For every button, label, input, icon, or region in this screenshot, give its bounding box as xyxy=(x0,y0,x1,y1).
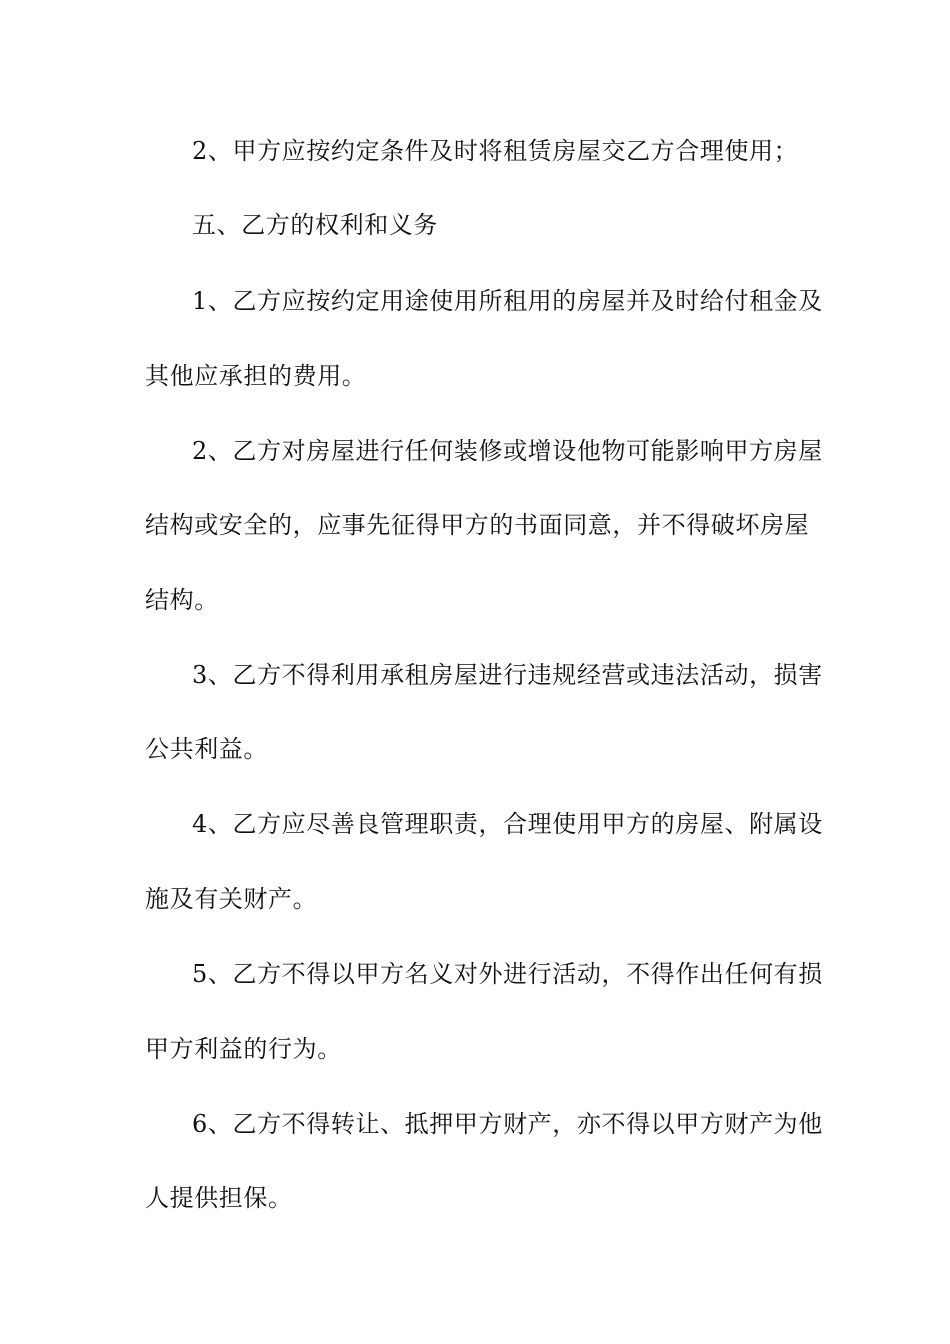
clause-b6-line-2: 人提供担保。 xyxy=(145,1184,293,1212)
clause-b2-line-2: 结构或安全的，应事先征得甲方的书面同意，并不得破坏房屋 xyxy=(145,511,810,539)
clause-b1-line-2: 其他应承担的费用。 xyxy=(145,362,367,390)
clause-b5-line-2: 甲方利益的行为。 xyxy=(145,1035,342,1063)
clause-b3-line-1: 3、乙方不得利用承租房屋进行违规经营或违法活动，损害 xyxy=(192,661,823,689)
clause-b6-line-1: 6、乙方不得转让、抵押甲方财产，亦不得以甲方财产为他 xyxy=(192,1110,823,1138)
section-heading-5: 五、乙方的权利和义务 xyxy=(192,211,438,239)
clause-b4-line-2: 施及有关财产。 xyxy=(145,885,318,913)
clause-b1-line-1: 1、乙方应按约定用途使用所租用的房屋并及时给付租金及 xyxy=(192,287,823,315)
clause-b4-line-1: 4、乙方应尽善良管理职责，合理使用甲方的房屋、附属设 xyxy=(192,810,823,838)
clause-b3-line-2: 公共利益。 xyxy=(145,735,268,763)
clause-b5-line-1: 5、乙方不得以甲方名义对外进行活动，不得作出任何有损 xyxy=(192,960,823,988)
clause-b2-line-3: 结构。 xyxy=(145,586,219,614)
clause-a2-text: 2、甲方应按约定条件及时将租赁房屋交乙方合理使用； xyxy=(192,137,799,165)
clause-b2-line-1: 2、乙方对房屋进行任何装修或增设他物可能影响甲方房屋 xyxy=(192,437,823,465)
